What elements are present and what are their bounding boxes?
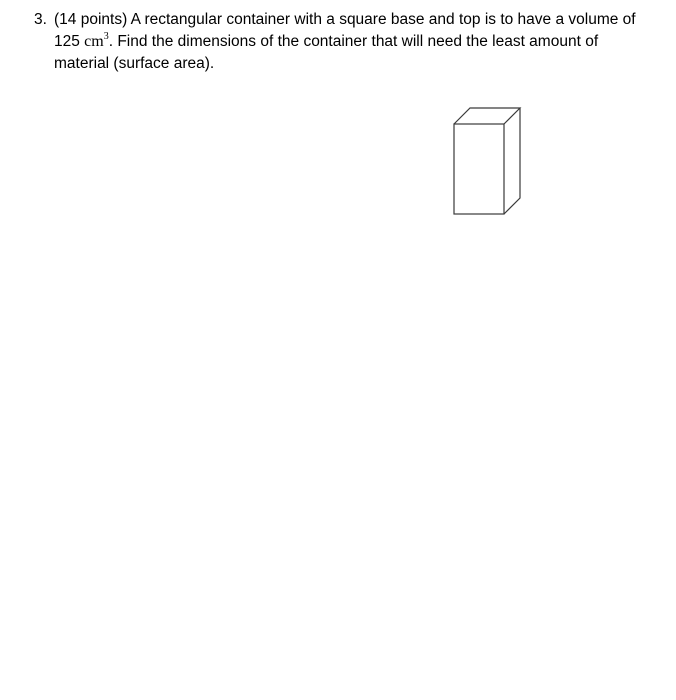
problem-text-part-2: . Find the dimensions of the container that will need the least amount of material (surface area). [54, 33, 599, 72]
rectangular-box-icon [452, 106, 522, 216]
box-side-face [504, 108, 520, 214]
problem-statement [34, 9, 654, 75]
volume-unit [84, 33, 109, 50]
problem-number: 3. [34, 11, 47, 28]
box-top-face [454, 108, 520, 124]
problem-text-part-1: (14 points) A rectangular container with a square base and top is to have a volume of 125 [54, 11, 636, 50]
problem-text [54, 9, 654, 75]
unit-base: cm [84, 33, 104, 50]
box-front-face [454, 124, 504, 214]
unit-exponent: 3 [103, 31, 109, 42]
container-figure [452, 106, 522, 216]
